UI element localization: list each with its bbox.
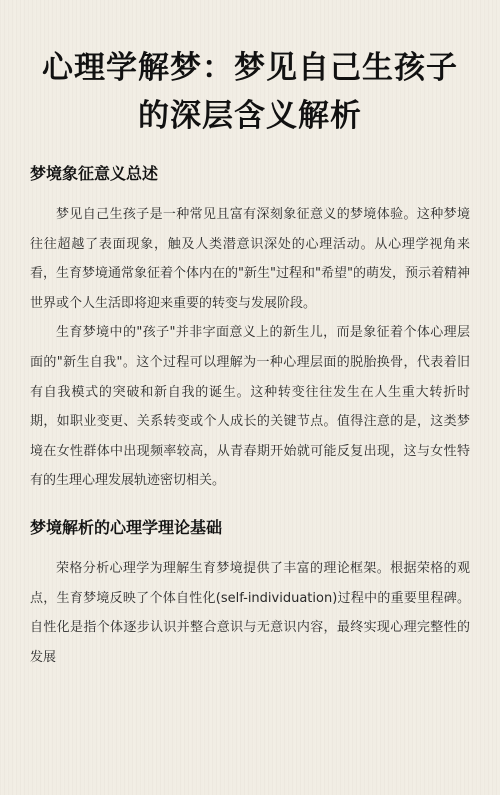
paragraph: 荣格分析心理学为理解生育梦境提供了丰富的理论框架。根据荣格的观点，生育梦境反映了个体自性化(self-individuation)过程中的重要里程碑。自性化是指个体逐步认识并整合意识与无意识内容，最终实现心理完整性的发展	[30, 560, 470, 665]
paragraph: 生育梦境中的"孩子"并非字面意义上的新生儿，而是象征着个体心理层面的"新生自我"。这个过程可以理解为一种心理层面的脱胎换骨，代表着旧有自我模式的突破和新自我的诞生。这种转变往往发生在人生重大转折时期，如职业变更、关系转变或个人成长的关键节点。值得注意的是，这类梦境在女性群体中出现频率较高，从青春期开始就可能反复出现，这与女性特有的生理心理发展轨迹密切相关。	[30, 325, 470, 489]
section-overview	[30, 162, 470, 496]
section-heading: 梦境解析的心理学理论基础	[30, 517, 223, 537]
paragraph: 梦见自己生孩子是一种常见且富有深刻象征意义的梦境体验。这种梦境往往超越了表面现象，触及人类潜意识深处的心理活动。从心理学视角来看，生育梦境通常象征着个体内在的"新生"过程和"希望"的萌发，预示着精神世界或个人生活即将迎来重要的转变与发展阶段。	[30, 207, 470, 311]
section-theory	[30, 516, 470, 672]
article-title: 心理学解梦：梦见自己生孩子的深层含义解析	[42, 50, 458, 134]
section-heading: 梦境象征意义总述	[30, 164, 159, 183]
